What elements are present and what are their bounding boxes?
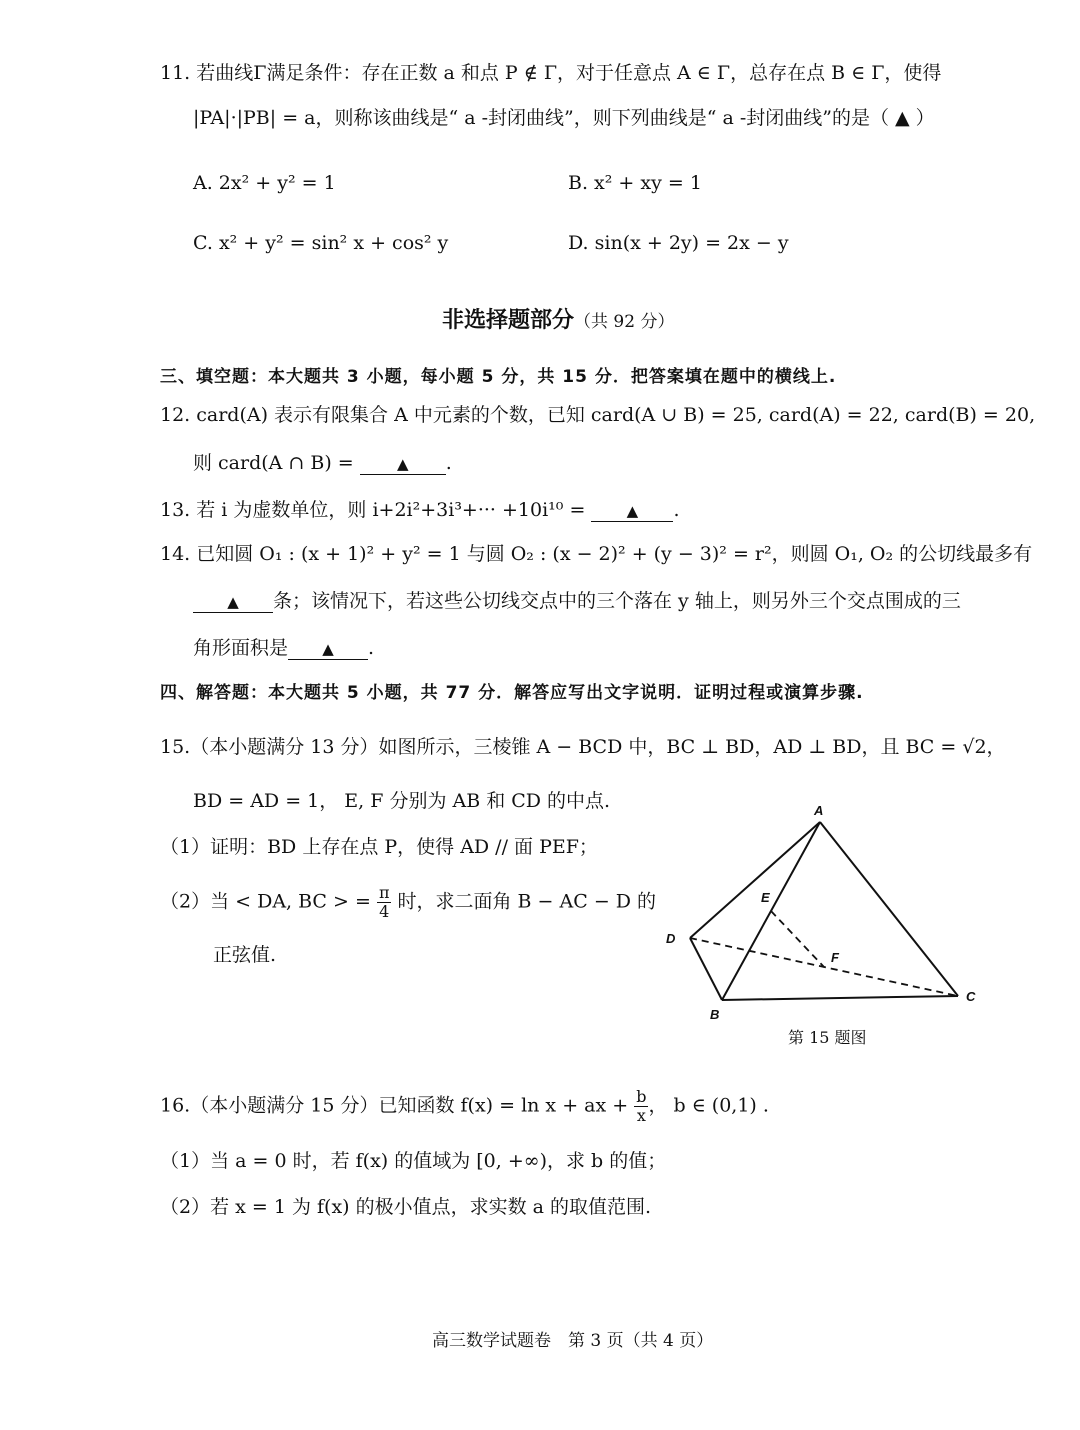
q16-line1 xyxy=(160,1088,769,1125)
q15-part2 xyxy=(160,884,656,921)
q15-part2-text-end: 时，求二面角 B − AC − D 的 xyxy=(397,890,657,913)
q15-line1: 15.（本小题满分 13 分）如图所示，三棱锥 A − BCD 中，BC ⊥ BD，AD ⊥ BD，且 BC = √2， xyxy=(160,736,1006,758)
q16-part1: （1）当 a = 0 时，若 f(x) 的值域为 [0, +∞)，求 b 的值； xyxy=(160,1150,667,1172)
section-title-text: 非选择题部分 xyxy=(442,308,575,333)
pi-over-4-fraction xyxy=(377,884,392,921)
fraction-numerator: b xyxy=(636,1087,647,1106)
section-title-note: （共 92 分） xyxy=(574,312,675,332)
q14-answer-blank-2 xyxy=(288,638,368,660)
triangle-mark-icon: ▲ xyxy=(322,640,334,658)
q11-stem-line2: |PA|·|PB| = a，则称该曲线是“ a -封闭曲线”，则下列曲线是“ a -封闭曲线”的是（ ▲ ） xyxy=(193,107,935,129)
section-title xyxy=(442,308,674,335)
q16-part2: （2）若 x = 1 为 f(x) 的极小值点，求实数 a 的取值范围. xyxy=(160,1196,652,1218)
part3-heading: 三、填空题：本大题共 3 小题，每小题 5 分，共 15 分．把答案填在题中的横线上. xyxy=(160,367,837,387)
fraction-denominator: x xyxy=(636,1106,646,1125)
q15-line2: BD = AD = 1， E, F 分别为 AB 和 CD 的中点. xyxy=(193,790,611,812)
q14-line2 xyxy=(193,588,961,614)
b-over-x-fraction xyxy=(634,1088,648,1125)
edge-ad xyxy=(690,822,820,938)
q13-text: 13. 若 i 为虚数单位，则 i+2i²+3i³+··· +10i¹⁰ = xyxy=(160,499,586,521)
q13-answer-blank xyxy=(591,500,673,522)
q11-option-b: B. x² + xy = 1 xyxy=(568,172,702,194)
q14-period: . xyxy=(368,637,375,659)
triangle-mark-icon: ▲ xyxy=(626,502,639,520)
page-footer: 高三数学试题卷 第 3 页（共 4 页） xyxy=(432,1331,714,1351)
q15-part2-text: （2）当 < DA, BC > = xyxy=(160,890,371,913)
q14-answer-blank-1 xyxy=(193,591,273,613)
vertex-label-a: A xyxy=(814,803,824,818)
q11-stem-line1: 11. 若曲线Γ满足条件：存在正数 a 和点 P ∉ Γ，对于任意点 A ∈ Γ，总存在点 B ∈ Γ，使得 xyxy=(160,62,942,84)
q13-period: . xyxy=(673,499,680,521)
q15-part1: （1）证明：BD 上存在点 P，使得 AD // 面 PEF； xyxy=(160,836,598,858)
q12-answer-blank xyxy=(360,453,446,475)
pyramid-figure xyxy=(660,800,990,1020)
edge-bc xyxy=(722,996,958,1000)
vertex-label-d: D xyxy=(666,931,676,946)
vertex-label-f: F xyxy=(831,950,839,965)
part4-heading: 四、解答题：本大题共 5 小题，共 77 分．解答应写出文字说明．证明过程或演算步骤. xyxy=(160,683,864,703)
edge-db xyxy=(690,938,722,1000)
segment-ef-hidden xyxy=(771,911,824,967)
triangle-mark-icon: ▲ xyxy=(397,455,409,473)
q12-line2-text: 则 card(A ∩ B) = xyxy=(193,452,354,474)
q14-line2-text: 条；该情况下，若这些公切线交点中的三个落在 y 轴上，则另外三个交点围成的三 xyxy=(273,590,961,612)
q11-option-a: A. 2x² + y² = 1 xyxy=(193,172,336,194)
q14-line1: 14. 已知圆 O₁ : (x + 1)² + y² = 1 与圆 O₂ : (x − 2)² + (y − 3)² = r²，则圆 O₁, O₂ 的公切线最多有 xyxy=(160,543,1033,565)
vertex-label-b: B xyxy=(710,1007,720,1020)
q16-text-end: ， b ∈ (0,1) . xyxy=(648,1094,769,1117)
q16-text: 16.（本小题满分 15 分）已知函数 f(x) = ln x + ax + xyxy=(160,1094,629,1117)
vertex-label-e: E xyxy=(761,890,770,905)
q12-line2 xyxy=(193,450,452,476)
q11-option-c: C. x² + y² = sin² x + cos² y xyxy=(193,232,449,254)
triangle-mark-icon: ▲ xyxy=(227,593,239,611)
fraction-numerator: π xyxy=(378,883,390,902)
q15-part2-line2: 正弦值. xyxy=(213,944,277,966)
figure-caption: 第 15 题图 xyxy=(788,1028,867,1047)
q14-line3-text: 角形面积是 xyxy=(193,637,289,659)
q13-line xyxy=(160,497,679,523)
q12-line1: 12. card(A) 表示有限集合 A 中元素的个数，已知 card(A ∪ B) = 25, card(A) = 22, card(B) = 20, xyxy=(160,404,1036,426)
q11-option-d: D. sin(x + 2y) = 2x − y xyxy=(568,232,789,254)
q14-line3 xyxy=(193,635,374,661)
vertex-label-c: C xyxy=(966,989,976,1004)
edge-ac xyxy=(820,822,958,996)
q12-period: . xyxy=(445,452,452,474)
fraction-denominator: 4 xyxy=(379,902,390,921)
